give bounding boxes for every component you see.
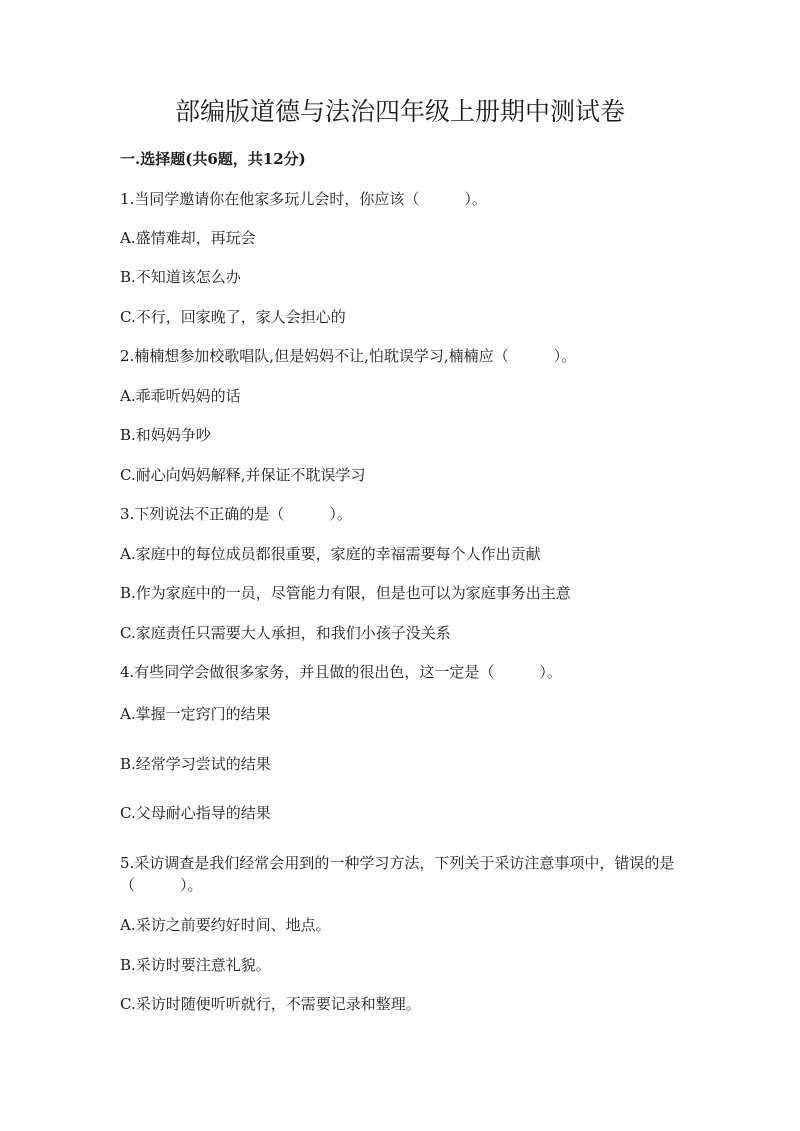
question-3-stem: 3.下列说法不正确的是（ ）。 <box>120 505 352 523</box>
exam-title: 部编版道德与法治四年级上册期中测试卷 <box>174 97 625 126</box>
question-4-stem: 4.有些同学会做很多家务，并且做的很出色，这一定是（ ）。 <box>120 663 562 681</box>
question-1-option-c: C.不行，回家晚了，家人会担心的 <box>120 308 346 326</box>
question-5-option-c: C.采访时随便听听就行，不需要记录和整理。 <box>120 995 421 1013</box>
question-5-option-b: B.采访时要注意礼貌。 <box>120 956 271 974</box>
question-2-option-c: C.耐心向妈妈解释,并保证不耽误学习 <box>120 466 366 484</box>
question-2-option-b: B.和妈妈争吵 <box>120 426 211 444</box>
question-5-option-a: A.采访之前要约好时间、地点。 <box>120 916 331 934</box>
question-5-stem: 5.采访调查是我们经常会用到的一种学习方法，下列关于采访注意事项中，错误的是（ ）。 <box>120 854 675 894</box>
question-1-stem: 1.当同学邀请你在他家多玩儿会时，你应该（ ）。 <box>120 190 487 208</box>
question-3-option-b: B.作为家庭中的一员，尽管能力有限，但是也可以为家庭事务出主意 <box>120 584 571 602</box>
question-3-option-c: C.家庭责任只需要大人承担，和我们小孩子没关系 <box>120 624 451 642</box>
question-2-stem: 2.楠楠想参加校歌唱队,但是妈妈不让,怕耽误学习,楠楠应（ ）。 <box>120 347 577 365</box>
question-4-option-c: C.父母耐心指导的结果 <box>120 804 271 822</box>
question-1-option-a: A.盛情难却，再玩会 <box>120 229 256 247</box>
question-2-option-a: A.乖乖听妈妈的话 <box>120 387 241 405</box>
question-4-option-b: B.经常学习尝试的结果 <box>120 755 271 773</box>
question-4-option-a: A.掌握一定窍门的结果 <box>120 705 271 723</box>
question-1-option-b: B.不知道该怎么办 <box>120 268 241 286</box>
question-3-option-a: A.家庭中的每位成员都很重要，家庭的幸福需要每个人作出贡献 <box>120 545 541 563</box>
section-heading: 一.选择题(共6题，共12分) <box>120 150 306 168</box>
